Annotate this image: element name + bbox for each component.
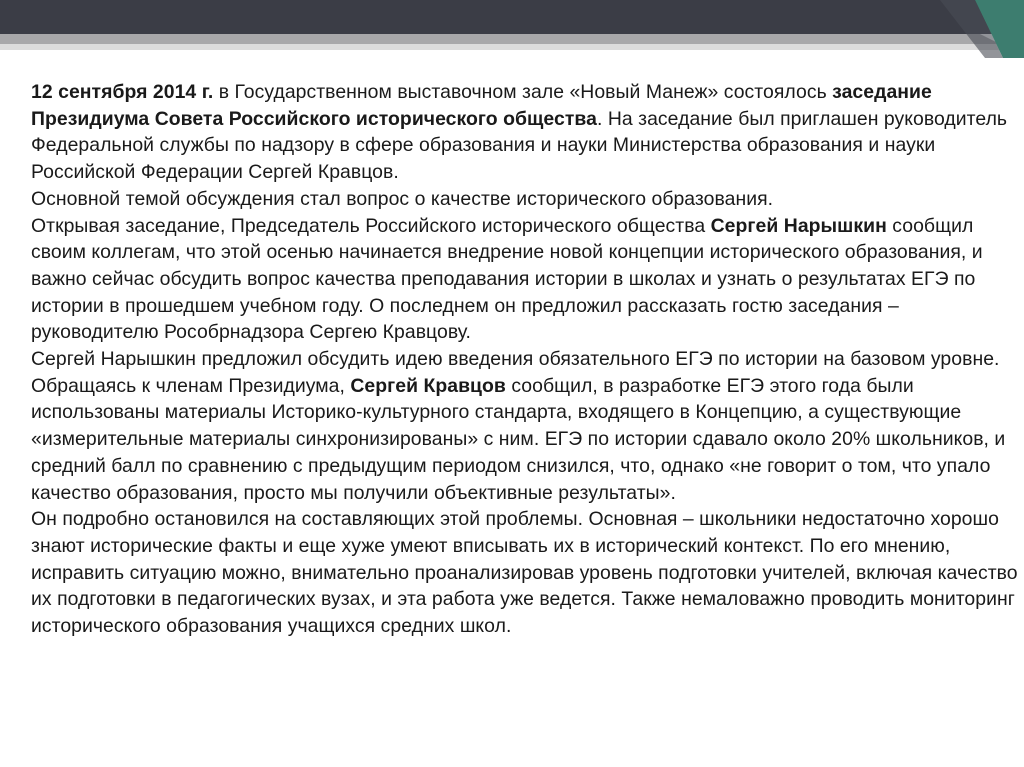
slide-text-body bbox=[31, 79, 1021, 640]
paragraph-5 bbox=[31, 373, 1021, 507]
text-segment: сообщил своим коллегам, что этой осенью начинается внедрение новой концепции исторического образования, и важно сейчас обсудить вопрос качества преподавания истории в школах и узнать о результатах ЕГЭ по истории в прошедшем учебном году. О последнем он предложил рассказать гостю заседания – руководителю Рособрнадзора Сергею Кравцову. bbox=[31, 214, 983, 344]
bold-text-segment: 12 сентября 2014 г. bbox=[31, 81, 214, 103]
paragraph-1 bbox=[31, 79, 1021, 186]
paragraph-4 bbox=[31, 346, 1021, 373]
text-segment: Обращаясь к членам Президиума, bbox=[31, 374, 351, 397]
bold-text-segment: Сергей Нарышкин bbox=[710, 214, 887, 237]
paragraph-6 bbox=[31, 506, 1021, 640]
text-segment: . На заседание был приглашен руководитель Федеральной службы по надзору в сфере образования и науки Министерства образования и науки Российской Федерации Сергей Кравцов. bbox=[31, 107, 1008, 184]
header-stripes-graphic bbox=[0, 0, 1024, 58]
text-segment: Он подробно остановился на составляющих этой проблемы. Основная – школьники недостаточно хорошо знают исторические факты и еще хуже умеют вписывать их в исторический контекст. По его мнению, исправить ситуацию можно, внимательно проанализировав уровень подготовки учителей, включая качество их подготовки в педагогических вузах, и эта работа уже ведется. Также немаловажно проводить мониторинг исторического образования учащихся средних школ. bbox=[31, 508, 1018, 638]
paragraph-3 bbox=[31, 213, 1021, 347]
text-segment: Сергей Нарышкин предложил обсудить идею введения обязательного ЕГЭ по истории на базовом уровне. bbox=[31, 348, 1000, 371]
decorative-header-bar bbox=[0, 0, 1024, 58]
bold-text-segment: заседание Президиума Совета Российского исторического общества bbox=[31, 81, 932, 130]
text-segment: Открывая заседание, Председатель Российского исторического общества bbox=[31, 214, 711, 237]
paragraph-2 bbox=[31, 186, 1021, 213]
text-segment: сообщил, в разработке ЕГЭ этого года были использованы материалы Историко-культурного стандарта, входящего в Концепцию, а существующие «измерительные материалы синхронизированы» с ним. ЕГЭ по истории сдавало около 20% школьников, и средний балл по сравнению с предыдущим периодом снизился, что, однако «не говорит о том, что упало качество образования, просто мы получили объективные результаты». bbox=[31, 374, 1006, 504]
text-segment: в Государственном выставочном зале «Новый Манеж» состоялось bbox=[213, 81, 833, 103]
text-segment: Основной темой обсуждения стал вопрос о качестве исторического образования. bbox=[31, 187, 774, 210]
bold-text-segment: Сергей Кравцов bbox=[350, 374, 506, 397]
